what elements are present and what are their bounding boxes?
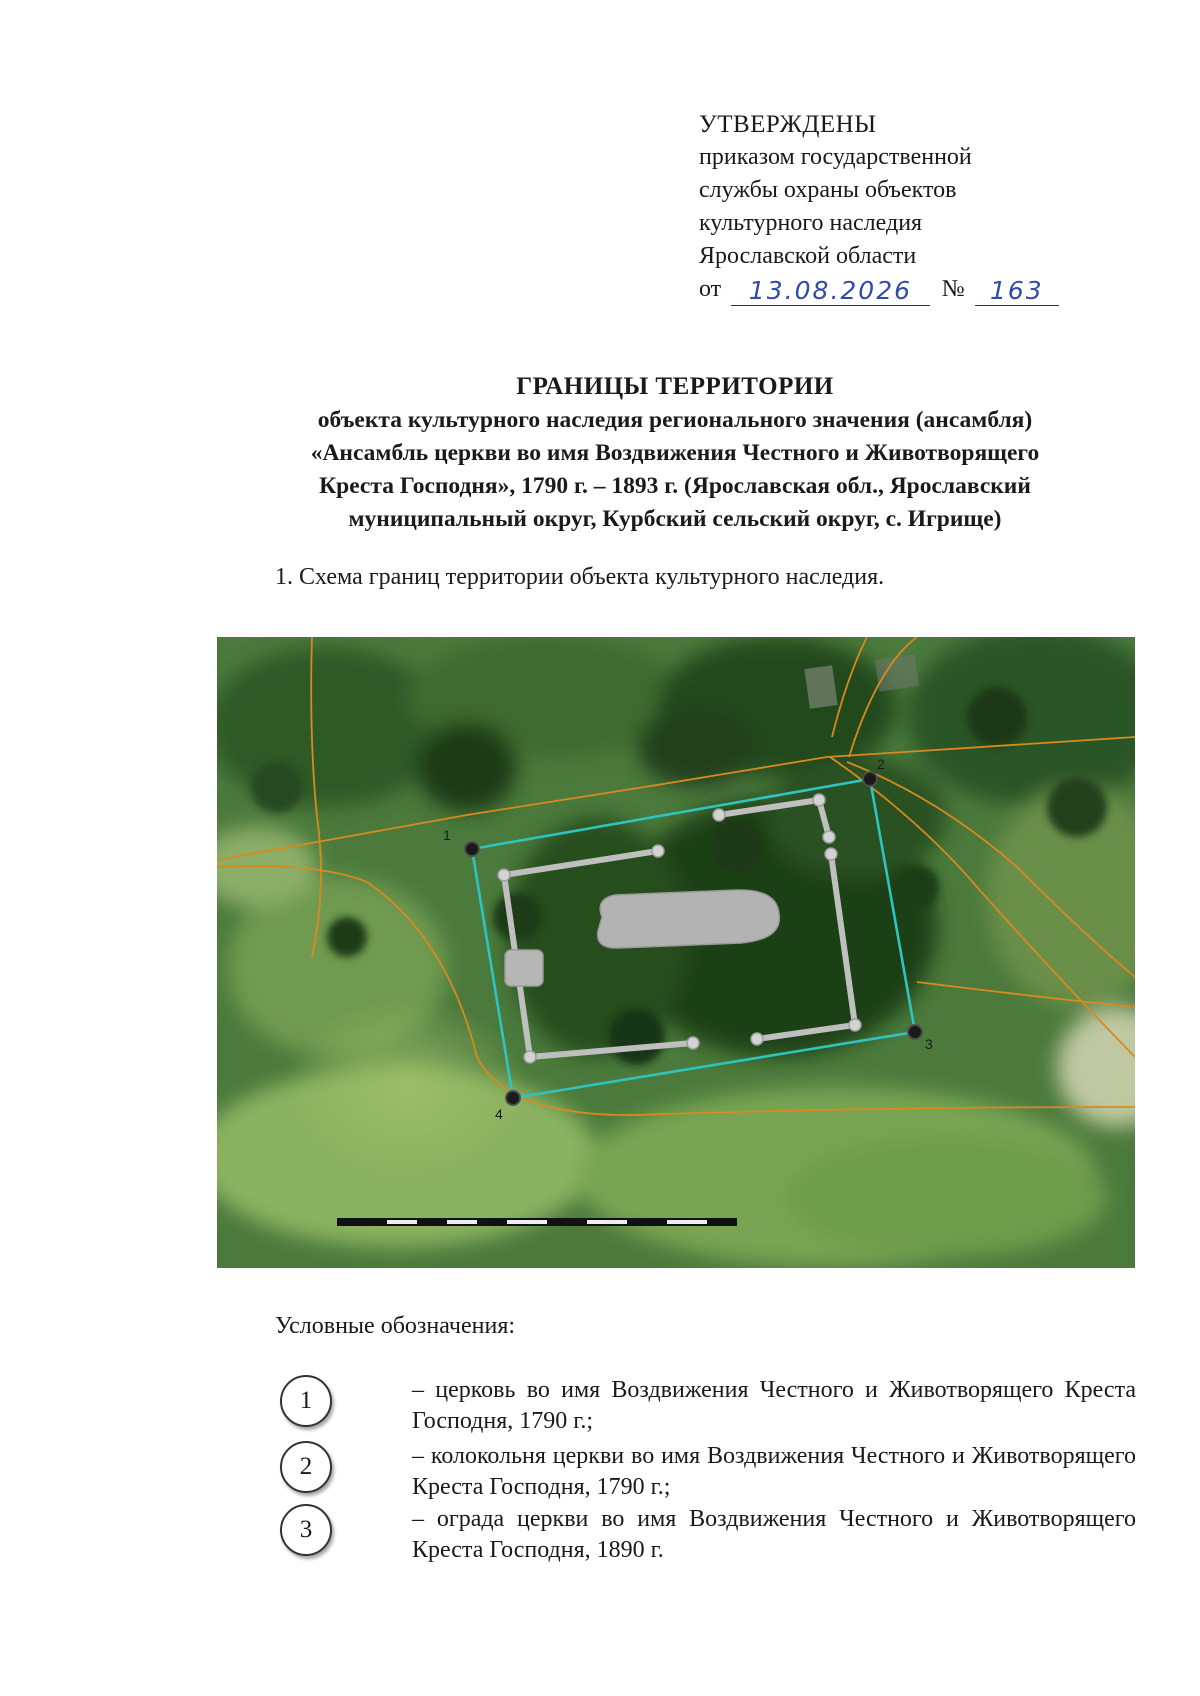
point-label: 4 bbox=[495, 1106, 503, 1122]
approval-line: службы охраны объектов bbox=[699, 177, 957, 203]
boundary-point bbox=[908, 1025, 922, 1039]
legend-text: – церковь во имя Воздвижения Честного и Животворящего Креста Господня, 1790 г.; bbox=[412, 1377, 1136, 1434]
boundary-point bbox=[465, 842, 479, 856]
approval-line: Ярославской области bbox=[699, 243, 917, 269]
church-footprint bbox=[598, 890, 780, 948]
legend-text: – ограда церкви во имя Воздвижения Честного и Животворящего Креста Господня, 1890 г. bbox=[412, 1506, 1136, 1563]
approval-signature-line bbox=[699, 273, 1059, 306]
point-label: 2 bbox=[877, 756, 885, 772]
map-svg bbox=[217, 637, 1135, 1268]
approval-line: культурного наследия bbox=[699, 210, 923, 236]
bell-tower-footprint bbox=[505, 950, 543, 986]
approval-line: приказом государственной bbox=[699, 144, 972, 170]
legend-number-badge: 3 bbox=[280, 1504, 332, 1556]
scheme-title: 1. Схема границ территории объекта культурного наследия. bbox=[275, 564, 885, 590]
approval-title: УТВЕРЖДЕНЫ bbox=[699, 111, 877, 138]
legend-number-badge: 2 bbox=[280, 1441, 332, 1493]
document-subtitle-line: Креста Господня», 1790 г. – 1893 г. (Ярославская обл., Ярославский bbox=[319, 473, 1031, 499]
document-subtitle-line: объекта культурного наследия регионального значения (ансамбля) bbox=[317, 407, 1033, 433]
clearing-patch bbox=[287, 997, 527, 1177]
point-label: 1 bbox=[443, 827, 451, 843]
legend-title: Условные обозначения: bbox=[275, 1313, 516, 1339]
document-subtitle-line: «Ансамбль церкви во имя Воздвижения Честного и Животворящего bbox=[310, 440, 1040, 466]
point-label: 3 bbox=[925, 1036, 933, 1052]
number-label: № bbox=[941, 276, 965, 302]
building-footprint bbox=[804, 665, 837, 709]
legend-text: – колокольня церкви во имя Воздвижения Честного и Животворящего Креста Господня, 1790 г.; bbox=[412, 1443, 1136, 1500]
scale-bar bbox=[337, 1218, 737, 1226]
document-heading bbox=[225, 370, 1125, 536]
handwritten-number: 163 bbox=[975, 277, 1059, 306]
boundary-map bbox=[217, 637, 1135, 1268]
handwritten-date: 13.08.2026 bbox=[731, 277, 930, 306]
boundary-point bbox=[863, 772, 877, 786]
boundary-point bbox=[506, 1091, 520, 1105]
from-label: от bbox=[699, 276, 722, 302]
document-subtitle-line: муниципальный округ, Курбский сельский округ, с. Игрище) bbox=[348, 506, 1002, 532]
document-title: ГРАНИЦЫ ТЕРРИТОРИИ bbox=[516, 373, 834, 400]
legend-number-badge: 1 bbox=[280, 1375, 332, 1427]
building-footprint bbox=[875, 654, 919, 691]
approval-block bbox=[699, 108, 1059, 306]
